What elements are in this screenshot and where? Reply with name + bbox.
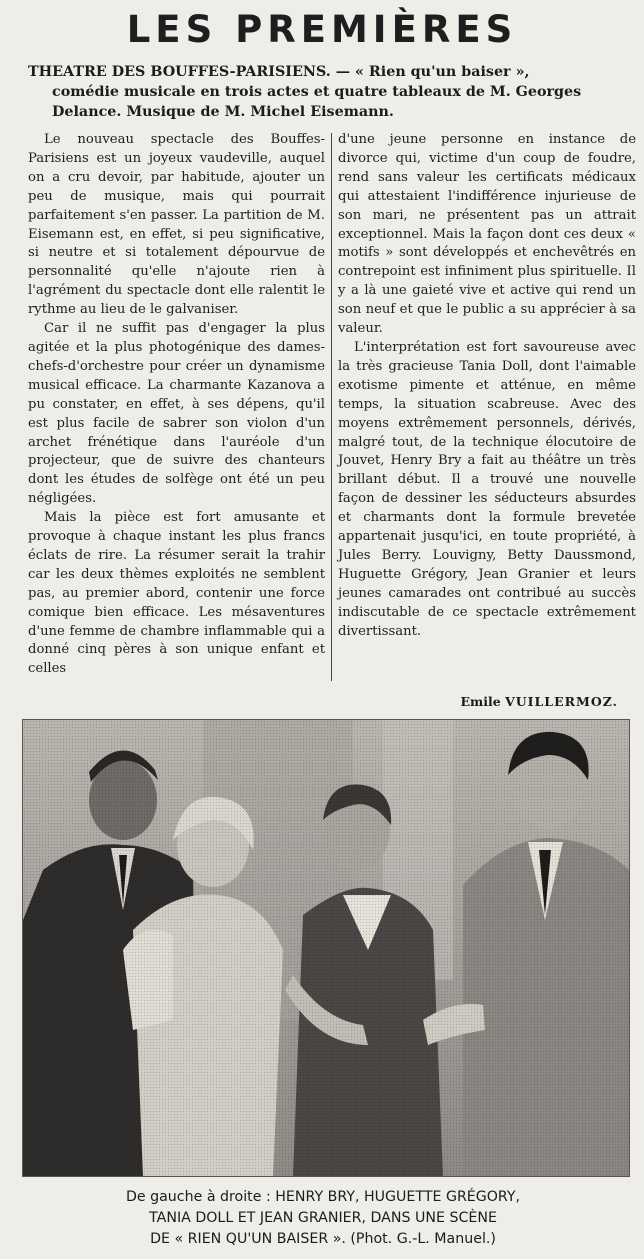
caption-line-1: De gauche à droite : HENRY BRY, HUGUETTE GRÉGORY, [125,1189,521,1205]
caption-line-2: TANIA DOLL ET JEAN GRANIER, DANS UNE SCÈNE [149,1210,497,1226]
article-paragraph-continued: d'une jeune personne en instance de divorce qui, victime d'un coup de foudre, rend sans valeur les certificats médicaux qui attestaient l'indifférence injurieuse de son mari, ne présentent pas un attrait exceptionnel. Mais la façon dont ces deux « motifs » sont développés et enchevêtrés en contrepoint est infiniment plus spirituelle. Il y a là une gaieté vive et active qui rend un son neuf et que le public a su apprécier à sa valeur. [338,132,636,337]
article-column-left [28,131,325,679]
author-first-name: Emile [460,694,501,709]
photo-illustration [23,720,629,1176]
article-paragraph: L'interprétation est fort savoureuse avec la très gracieuse Tania Doll, dont l'aimable exotisme pimente et atténue, en même temps, la situation scabreuse. Avec des moyens extrêmement personnels, dérivés, malgré tout, de la technique élocutoire de Jouvet, Henry Bry a fait au théâtre un très brillant début. Il a trouvé une nouvelle façon de dessiner les séducteurs absurdes et charmants dont la formule brevetée appartenait jusqu'ici, en toute propriété, à Jules Berry. Louvigny, Betty Daussmond, Huguette Grégory, Jean Granier et leurs jeunes camarades ont contribué au succès indiscutable de ce spectacle extrêmement divertissant. [338,339,636,639]
subheading-line-3: Delance. Musique de M. Michel Eisemann. [52,104,394,120]
article-paragraph: Mais la pièce est fort amusante et provoque à chaque instant les plus francs éclats de rire. La résumer serait la trahir car les deux thèmes exploités ne semblent pas, au premier abord, contenir une force comique bien efficace. Les mésaventures d'une femme de chambre inflammable qui a donné cinq pères à son unique enfant et celles [28,510,325,677]
caption-line-3: DE « RIEN QU'UN BAISER ». (Phot. G.-L. Manuel.) [150,1231,496,1247]
subheading-line-2: comédie musicale en trois actes et quatre tableaux de M. Georges [52,84,582,100]
article-paragraph: Car il ne suffit pas d'engager la plus agitée et la plus photogénique des dames-chefs-d'orchestre pour créer un dynamisme musical efficace. La charmante Kazanova a pu constater, en effet, à ses dépens, qu'il est plus facile de sabrer son violon d'un archet frénétique dans l'auréole d'un projecteur, que de suivre des chanteurs dont les études de solfège ont été un peu négligées. [28,321,325,507]
column-divider [331,133,332,681]
article-column-right [338,131,636,641]
page-title: LES PREMIÈRES [126,8,518,51]
stage-photograph [22,719,630,1177]
article-paragraph: Le nouveau spectacle des Bouffes-Parisiens est un joyeux vaudeville, auquel on a cru devoir, par habitude, ajouter un peu de musique, mais qui pourrait parfaitement s'en passer. La partition de M. Eisemann est, en effet, si peu significative, si neutre et si totalement dépourvue de personnalité qu'elle n'ajoute rien à l'agrément du spectacle dont elle ralentit le rythme au lieu de le galvaniser. [28,132,325,318]
author-last-name: VUILLERMOZ. [505,694,618,709]
article-subheading [28,62,632,122]
subheading-line-1: THEATRE DES BOUFFES-PARISIENS. — « Rien qu'un baiser », [28,64,530,80]
photo-caption [18,1187,628,1250]
author-signature [338,694,618,709]
